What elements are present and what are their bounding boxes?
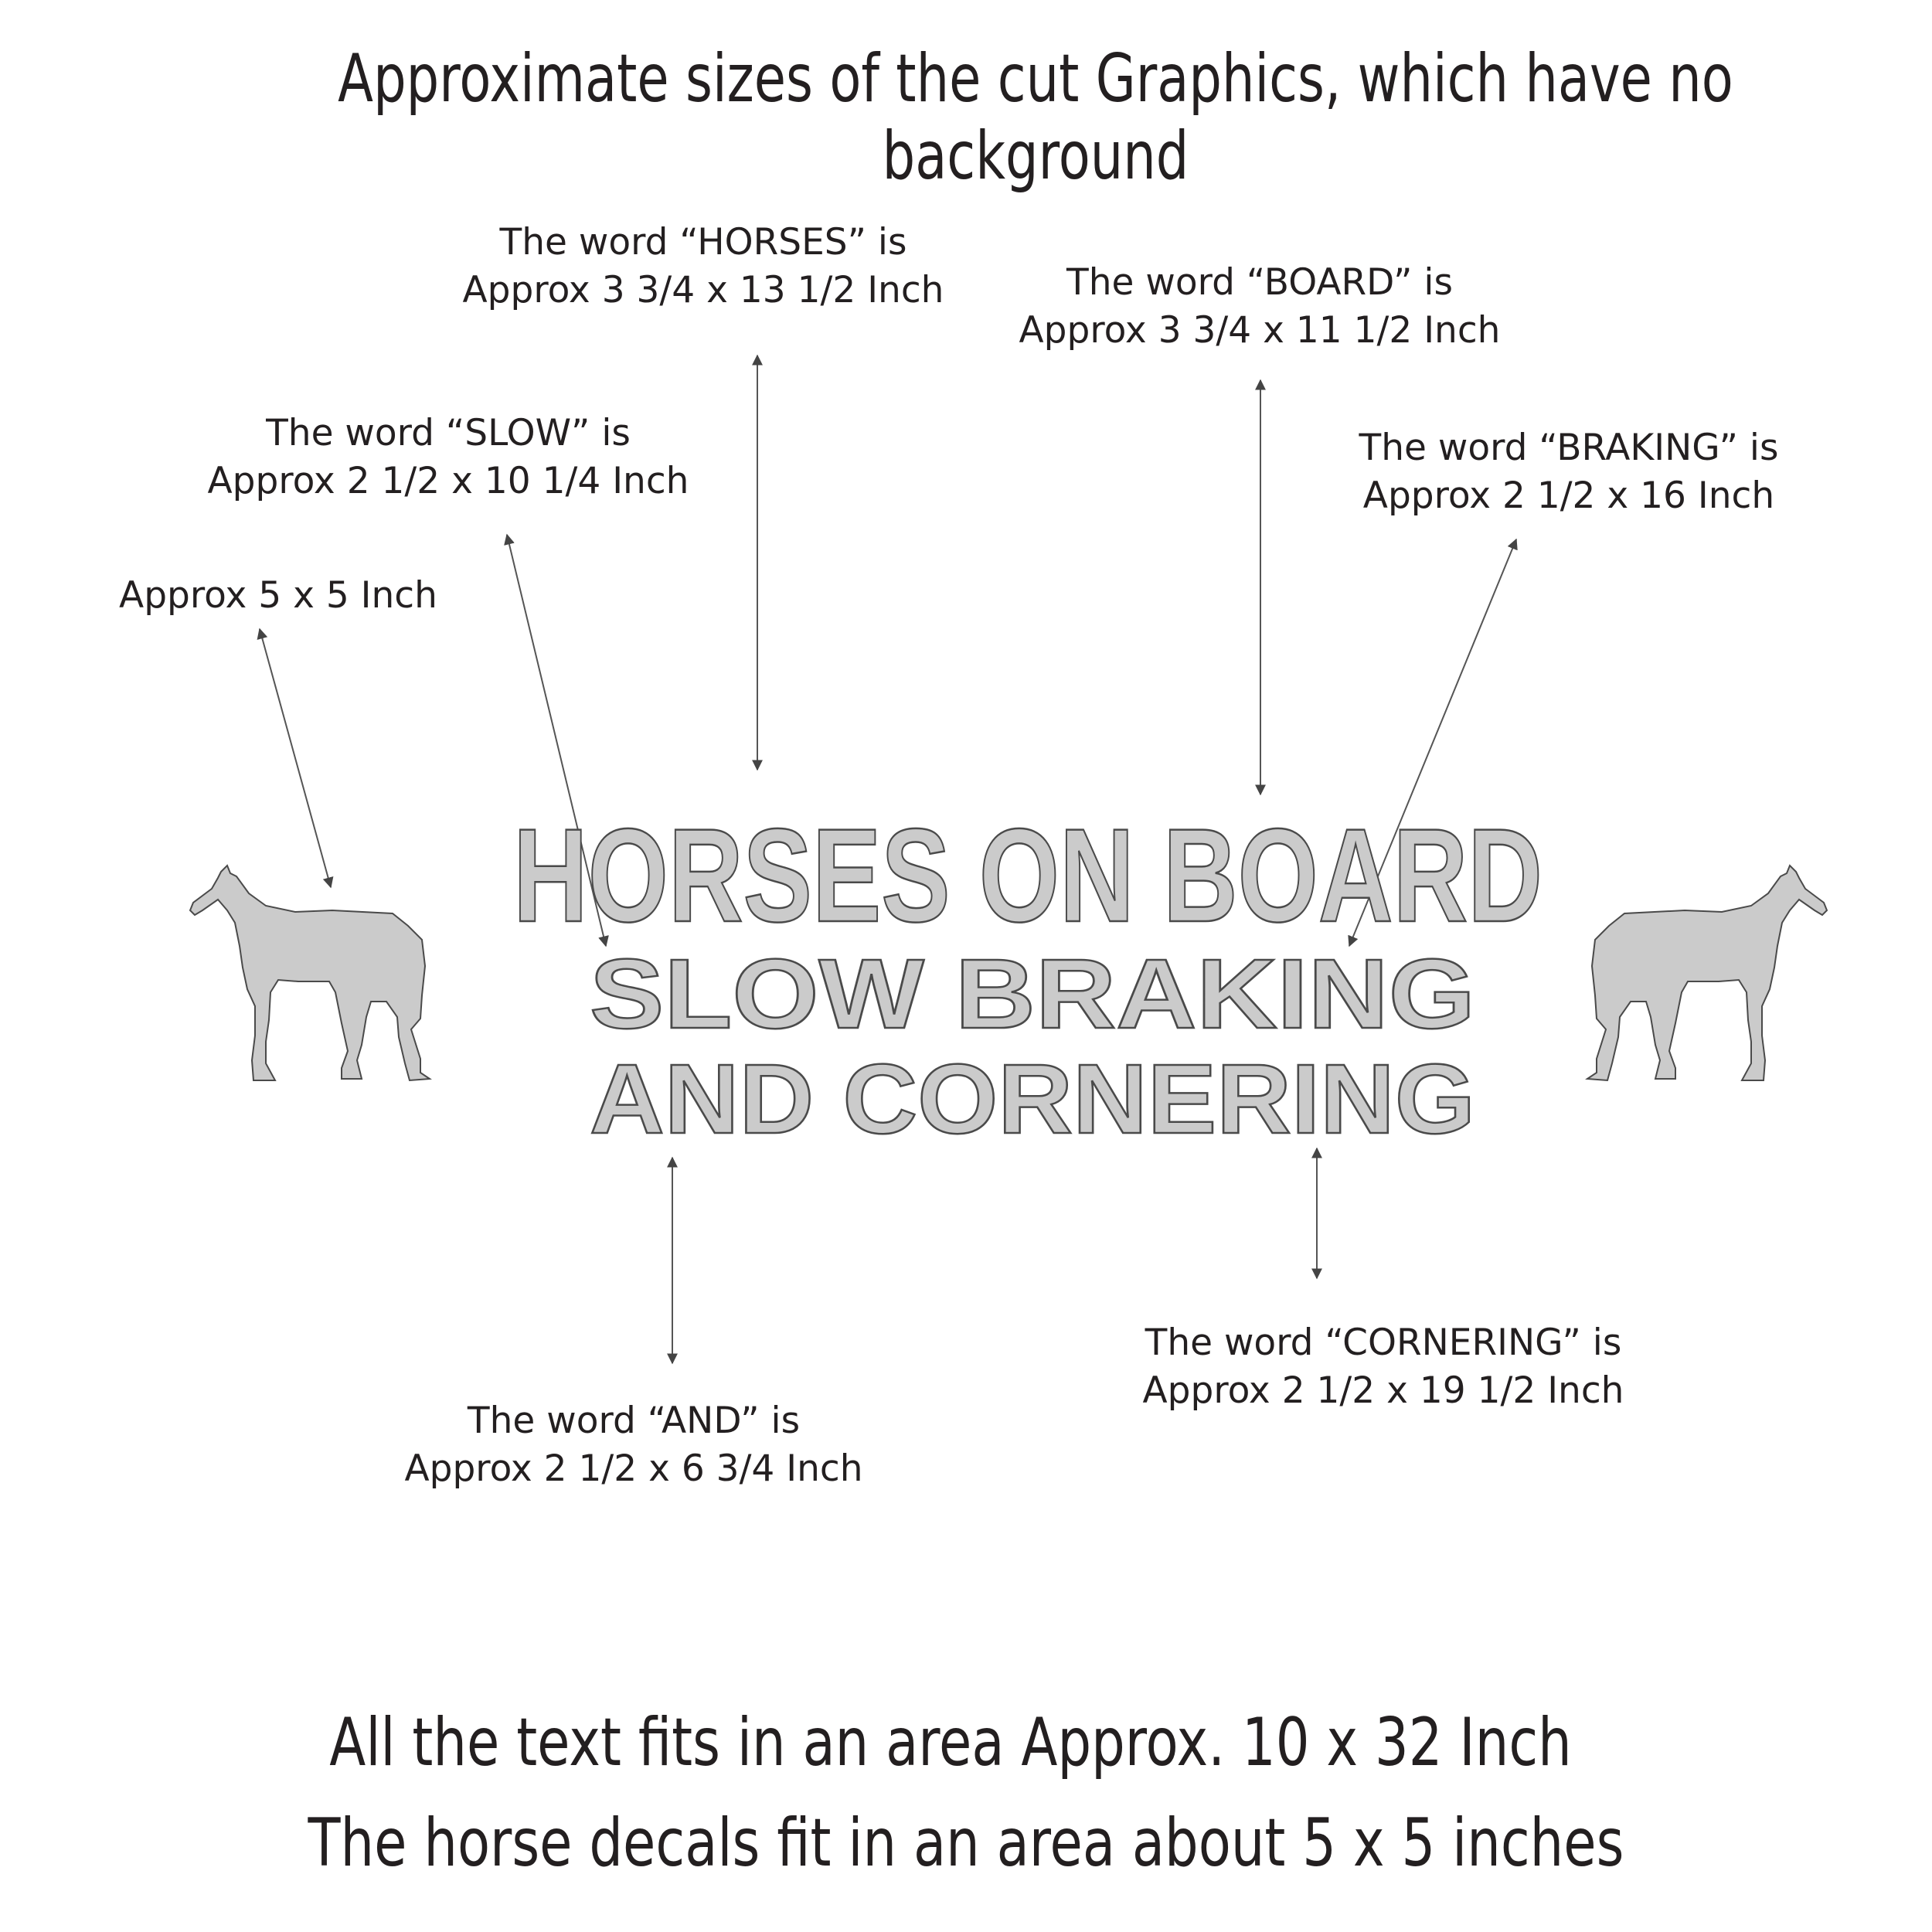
braking-label-line2: Approx 2 1/2 x 16 Inch — [1362, 474, 1775, 517]
slow-label-line1: The word “SLOW” is — [266, 412, 631, 454]
footer-text-size: All the text fits in an area Approx. 10 x 32 Inch — [329, 1704, 1572, 1781]
page-title: Approximate sizes of the cut Graphics, which have no background — [338, 40, 1733, 195]
horses-label-line2: Approx 3 3/4 x 13 1/2 Inch — [462, 269, 944, 311]
cornering-label-line2: Approx 2 1/2 x 19 1/2 Inch — [1142, 1369, 1624, 1412]
horse-leader-line — [260, 629, 331, 887]
slow-label-line2: Approx 2 1/2 x 10 1/4 Inch — [207, 460, 689, 502]
horse-label-line1: Approx 5 x 5 Inch — [119, 574, 437, 617]
braking-label-line1: The word “BRAKING” is — [1359, 427, 1779, 469]
cornering-label-line1: The word “CORNERING” is — [1145, 1321, 1622, 1364]
and-label-line1: The word “AND” is — [467, 1400, 801, 1442]
footer-horse-size: The horse decals fit in an area about 5 x 5 inches — [308, 1804, 1624, 1882]
board-label-line2: Approx 3 3/4 x 11 1/2 Inch — [1019, 309, 1501, 352]
horses-label-line1: The word “HORSES” is — [499, 221, 907, 264]
horse-right-icon — [1587, 866, 1827, 1080]
sign-line-and-cornering: AND CORNERING — [590, 1044, 1475, 1155]
sign-line-slow-braking: SLOW BRAKING — [590, 939, 1475, 1049]
and-label-line2: Approx 2 1/2 x 6 3/4 Inch — [404, 1447, 863, 1490]
board-label-line1: The word “BOARD” is — [1066, 261, 1453, 304]
horse-left-icon — [190, 866, 430, 1080]
sign-line-horses-on-board: HORSES ON BOARD — [513, 801, 1543, 950]
